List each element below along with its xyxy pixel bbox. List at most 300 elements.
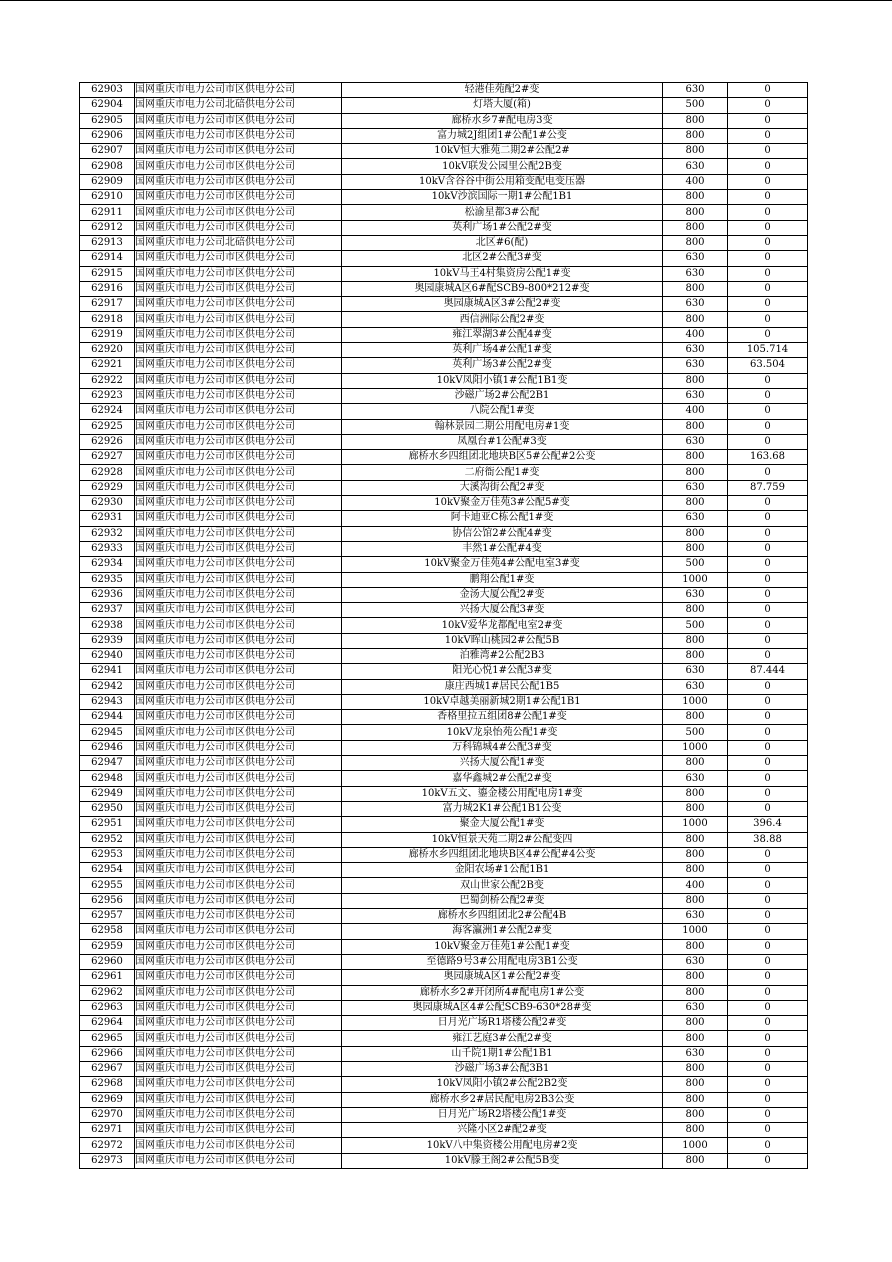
company-cell: 国网重庆市电力公司市区供电分公司 xyxy=(135,664,342,679)
record-id-cell: 62934 xyxy=(80,557,135,572)
capacity-cell: 800 xyxy=(663,1153,728,1168)
transformer-name-cell: 10kV凤阳小镇2#公配2B2变 xyxy=(342,1077,663,1092)
company-cell: 国网重庆市电力公司市区供电分公司 xyxy=(135,388,342,403)
record-id-cell: 62943 xyxy=(80,694,135,709)
value-cell: 0 xyxy=(728,526,808,541)
value-cell: 0 xyxy=(728,1016,808,1031)
capacity-cell: 800 xyxy=(663,863,728,878)
value-cell: 0 xyxy=(728,266,808,281)
record-id-cell: 62919 xyxy=(80,327,135,342)
table-row xyxy=(80,174,808,189)
company-cell: 国网重庆市电力公司市区供电分公司 xyxy=(135,710,342,725)
company-cell: 国网重庆市电力公司市区供电分公司 xyxy=(135,450,342,465)
table-row xyxy=(80,128,808,143)
capacity-cell: 800 xyxy=(663,893,728,908)
record-id-cell: 62927 xyxy=(80,450,135,465)
transformer-name-cell: 海客瀛洲1#公配2#变 xyxy=(342,924,663,939)
capacity-cell: 500 xyxy=(663,557,728,572)
value-cell: 0 xyxy=(728,587,808,602)
record-id-cell: 62960 xyxy=(80,954,135,969)
transformer-name-cell: 万科锦城4#公配3#变 xyxy=(342,740,663,755)
capacity-cell: 400 xyxy=(663,174,728,189)
value-cell: 0 xyxy=(728,373,808,388)
table-row xyxy=(80,648,808,663)
table-row xyxy=(80,863,808,878)
record-id-cell: 62965 xyxy=(80,1031,135,1046)
record-id-cell: 62968 xyxy=(80,1077,135,1092)
company-cell: 国网重庆市电力公司市区供电分公司 xyxy=(135,343,342,358)
transformer-name-cell: 二府衙公配1#变 xyxy=(342,465,663,480)
company-cell: 国网重庆市电力公司市区供电分公司 xyxy=(135,541,342,556)
company-cell: 国网重庆市电力公司市区供电分公司 xyxy=(135,832,342,847)
table-row xyxy=(80,266,808,281)
table-row xyxy=(80,1107,808,1122)
capacity-cell: 800 xyxy=(663,113,728,128)
transformer-name-cell: 凤凰台#1公配#3变 xyxy=(342,434,663,449)
record-id-cell: 62952 xyxy=(80,832,135,847)
transformer-name-cell: 富力城2K1#公配1B1公变 xyxy=(342,801,663,816)
transformer-name-cell: 金汤大厦公配2#变 xyxy=(342,587,663,602)
company-cell: 国网重庆市电力公司市区供电分公司 xyxy=(135,480,342,495)
table-row xyxy=(80,113,808,128)
value-cell: 38.88 xyxy=(728,832,808,847)
record-id-cell: 62932 xyxy=(80,526,135,541)
value-cell: 0 xyxy=(728,235,808,250)
capacity-cell: 800 xyxy=(663,373,728,388)
transformer-name-cell: 香格里拉五组团8#公配1#变 xyxy=(342,710,663,725)
value-cell: 0 xyxy=(728,496,808,511)
transformer-name-cell: 沙磁广场3#公配3B1 xyxy=(342,1062,663,1077)
table-row xyxy=(80,878,808,893)
capacity-cell: 800 xyxy=(663,541,728,556)
company-cell: 国网重庆市电力公司市区供电分公司 xyxy=(135,801,342,816)
company-cell: 国网重庆市电力公司市区供电分公司 xyxy=(135,679,342,694)
page-top-border xyxy=(0,0,892,1)
company-cell: 国网重庆市电力公司市区供电分公司 xyxy=(135,281,342,296)
capacity-cell: 1000 xyxy=(663,740,728,755)
capacity-cell: 800 xyxy=(663,1107,728,1122)
record-id-cell: 62946 xyxy=(80,740,135,755)
company-cell: 国网重庆市电力公司市区供电分公司 xyxy=(135,1153,342,1168)
value-cell: 0 xyxy=(728,1031,808,1046)
value-cell: 0 xyxy=(728,786,808,801)
record-id-cell: 62949 xyxy=(80,786,135,801)
capacity-cell: 630 xyxy=(663,297,728,312)
company-cell: 国网重庆市电力公司市区供电分公司 xyxy=(135,1062,342,1077)
company-cell: 国网重庆市电力公司市区供电分公司 xyxy=(135,190,342,205)
record-id-cell: 62905 xyxy=(80,113,135,128)
table-row xyxy=(80,1153,808,1168)
value-cell: 0 xyxy=(728,756,808,771)
company-cell: 国网重庆市电力公司市区供电分公司 xyxy=(135,404,342,419)
transformer-name-cell: 富力城2J组团1#公配1#公变 xyxy=(342,128,663,143)
company-cell: 国网重庆市电力公司市区供电分公司 xyxy=(135,878,342,893)
table-row xyxy=(80,480,808,495)
record-id-cell: 62951 xyxy=(80,817,135,832)
value-cell: 0 xyxy=(728,159,808,174)
capacity-cell: 800 xyxy=(663,526,728,541)
record-id-cell: 62918 xyxy=(80,312,135,327)
transformer-name-cell: 协信公馆2#公配4#变 xyxy=(342,526,663,541)
table-row xyxy=(80,847,808,862)
capacity-cell: 630 xyxy=(663,511,728,526)
value-cell: 0 xyxy=(728,312,808,327)
record-id-cell: 62956 xyxy=(80,893,135,908)
capacity-cell: 1000 xyxy=(663,817,728,832)
transformer-name-cell: 阳光心悦1#公配3#变 xyxy=(342,664,663,679)
transformer-name-cell: 奥园康城A区1#公配2#变 xyxy=(342,970,663,985)
record-id-cell: 62930 xyxy=(80,496,135,511)
value-cell: 0 xyxy=(728,174,808,189)
value-cell: 0 xyxy=(728,388,808,403)
record-id-cell: 62945 xyxy=(80,725,135,740)
company-cell: 国网重庆市电力公司市区供电分公司 xyxy=(135,603,342,618)
record-id-cell: 62910 xyxy=(80,190,135,205)
capacity-cell: 800 xyxy=(663,648,728,663)
capacity-cell: 630 xyxy=(663,909,728,924)
record-id-cell: 62936 xyxy=(80,587,135,602)
capacity-cell: 630 xyxy=(663,343,728,358)
transformer-name-cell: 兴扬大厦公配3#变 xyxy=(342,603,663,618)
value-cell: 0 xyxy=(728,893,808,908)
record-id-cell: 62914 xyxy=(80,251,135,266)
capacity-cell: 800 xyxy=(663,496,728,511)
table-row xyxy=(80,572,808,587)
transformer-name-cell: 10kV恒景天苑二期2#公配变四 xyxy=(342,832,663,847)
table-row xyxy=(80,801,808,816)
transformer-name-cell: 英利广场1#公配2#变 xyxy=(342,220,663,235)
value-cell: 0 xyxy=(728,954,808,969)
transformer-name-cell: 英利广场3#公配2#变 xyxy=(342,358,663,373)
transformer-name-cell: 松渝星都3#公配 xyxy=(342,205,663,220)
transformer-name-cell: 10kV沙滨国际一期1#公配1B1 xyxy=(342,190,663,205)
table-row xyxy=(80,832,808,847)
transformer-name-cell: 双山世家公配2B变 xyxy=(342,878,663,893)
company-cell: 国网重庆市电力公司市区供电分公司 xyxy=(135,863,342,878)
company-cell: 国网重庆市电力公司市区供电分公司 xyxy=(135,83,342,98)
record-id-cell: 62903 xyxy=(80,83,135,98)
table-row xyxy=(80,98,808,113)
record-id-cell: 62971 xyxy=(80,1123,135,1138)
capacity-cell: 630 xyxy=(663,83,728,98)
record-id-cell: 62923 xyxy=(80,388,135,403)
capacity-cell: 800 xyxy=(663,312,728,327)
value-cell: 0 xyxy=(728,924,808,939)
record-id-cell: 62969 xyxy=(80,1092,135,1107)
transformer-name-cell: 廊桥水乡2#居民配电房2B3公变 xyxy=(342,1092,663,1107)
value-cell: 0 xyxy=(728,281,808,296)
table-row xyxy=(80,220,808,235)
value-cell: 0 xyxy=(728,740,808,755)
value-cell: 396.4 xyxy=(728,817,808,832)
transformer-name-cell: 阿卡迪亚C栋公配1#变 xyxy=(342,511,663,526)
table-row xyxy=(80,817,808,832)
table-row xyxy=(80,511,808,526)
value-cell: 0 xyxy=(728,404,808,419)
record-id-cell: 62933 xyxy=(80,541,135,556)
table-row xyxy=(80,159,808,174)
record-id-cell: 62912 xyxy=(80,220,135,235)
table-row xyxy=(80,1138,808,1153)
transformer-name-cell: 廊桥水乡7#配电房3变 xyxy=(342,113,663,128)
record-id-cell: 62911 xyxy=(80,205,135,220)
value-cell: 0 xyxy=(728,1062,808,1077)
value-cell: 105.714 xyxy=(728,343,808,358)
company-cell: 国网重庆市电力公司市区供电分公司 xyxy=(135,954,342,969)
company-cell: 国网重庆市电力公司市区供电分公司 xyxy=(135,572,342,587)
transformer-name-cell: 10kV爱华龙都配电室2#变 xyxy=(342,618,663,633)
value-cell: 0 xyxy=(728,1107,808,1122)
company-cell: 国网重庆市电力公司市区供电分公司 xyxy=(135,909,342,924)
capacity-cell: 800 xyxy=(663,281,728,296)
company-cell: 国网重庆市电力公司市区供电分公司 xyxy=(135,694,342,709)
capacity-cell: 630 xyxy=(663,388,728,403)
table-row xyxy=(80,541,808,556)
value-cell: 0 xyxy=(728,878,808,893)
company-cell: 国网重庆市电力公司市区供电分公司 xyxy=(135,1077,342,1092)
table-row xyxy=(80,434,808,449)
capacity-cell: 800 xyxy=(663,847,728,862)
value-cell: 0 xyxy=(728,939,808,954)
table-row xyxy=(80,1092,808,1107)
record-id-cell: 62929 xyxy=(80,480,135,495)
table-row xyxy=(80,1062,808,1077)
table-row xyxy=(80,205,808,220)
value-cell: 0 xyxy=(728,572,808,587)
capacity-cell: 400 xyxy=(663,327,728,342)
record-id-cell: 62908 xyxy=(80,159,135,174)
company-cell: 国网重庆市电力公司市区供电分公司 xyxy=(135,1016,342,1031)
record-id-cell: 62925 xyxy=(80,419,135,434)
value-cell: 0 xyxy=(728,419,808,434)
value-cell: 0 xyxy=(728,511,808,526)
transformer-name-cell: 八院公配1#变 xyxy=(342,404,663,419)
capacity-cell: 500 xyxy=(663,98,728,113)
transformer-name-cell: 10kV恒大雅苑二期2#公配2# xyxy=(342,144,663,159)
capacity-cell: 800 xyxy=(663,801,728,816)
record-id-cell: 62953 xyxy=(80,847,135,862)
transformer-name-cell: 廊桥水乡四组团北地块B区4#公配#4公变 xyxy=(342,847,663,862)
record-id-cell: 62944 xyxy=(80,710,135,725)
record-id-cell: 62920 xyxy=(80,343,135,358)
company-cell: 国网重庆市电力公司市区供电分公司 xyxy=(135,159,342,174)
company-cell: 国网重庆市电力公司市区供电分公司 xyxy=(135,648,342,663)
transformer-name-cell: 康庄西城1#居民公配1B5 xyxy=(342,679,663,694)
record-id-cell: 62922 xyxy=(80,373,135,388)
transformer-name-cell: 轻港佳苑配2#变 xyxy=(342,83,663,98)
value-cell: 0 xyxy=(728,710,808,725)
transformer-name-cell: 10kV马王4村集资房公配1#变 xyxy=(342,266,663,281)
value-cell: 0 xyxy=(728,985,808,1000)
transformer-name-cell: 雍江翠湖3#公配4#变 xyxy=(342,327,663,342)
company-cell: 国网重庆市电力公司市区供电分公司 xyxy=(135,756,342,771)
company-cell: 国网重庆市电力公司市区供电分公司 xyxy=(135,1123,342,1138)
capacity-cell: 630 xyxy=(663,434,728,449)
transformer-name-cell: 奥园康城A区6#配SCB9-800*212#变 xyxy=(342,281,663,296)
transformer-name-cell: 廊桥水乡四组团北2#公配4B xyxy=(342,909,663,924)
record-id-cell: 62917 xyxy=(80,297,135,312)
capacity-cell: 630 xyxy=(663,954,728,969)
value-cell: 63.504 xyxy=(728,358,808,373)
table-row xyxy=(80,725,808,740)
table-row xyxy=(80,786,808,801)
value-cell: 0 xyxy=(728,694,808,709)
table-row xyxy=(80,388,808,403)
transformer-name-cell: 日月光广场R1塔楼公配2#变 xyxy=(342,1016,663,1031)
table-row xyxy=(80,1031,808,1046)
table-row xyxy=(80,909,808,924)
company-cell: 国网重庆市电力公司市区供电分公司 xyxy=(135,1092,342,1107)
company-cell: 国网重庆市电力公司市区供电分公司 xyxy=(135,174,342,189)
company-cell: 国网重庆市电力公司市区供电分公司 xyxy=(135,618,342,633)
table-row xyxy=(80,633,808,648)
value-cell: 0 xyxy=(728,557,808,572)
record-id-cell: 62938 xyxy=(80,618,135,633)
capacity-cell: 1000 xyxy=(663,1138,728,1153)
transformer-name-cell: 10kV凤阳小镇1#公配1B1变 xyxy=(342,373,663,388)
value-cell: 0 xyxy=(728,128,808,143)
table-row xyxy=(80,587,808,602)
transformer-name-cell: 巴蜀剑桥公配2#变 xyxy=(342,893,663,908)
value-cell: 0 xyxy=(728,618,808,633)
record-id-cell: 62954 xyxy=(80,863,135,878)
record-id-cell: 62947 xyxy=(80,756,135,771)
company-cell: 国网重庆市电力公司市区供电分公司 xyxy=(135,297,342,312)
transformer-name-cell: 10kV晖山桃园2#公配5B xyxy=(342,633,663,648)
company-cell: 国网重庆市电力公司市区供电分公司 xyxy=(135,924,342,939)
capacity-cell: 800 xyxy=(663,144,728,159)
record-id-cell: 62926 xyxy=(80,434,135,449)
value-cell: 0 xyxy=(728,98,808,113)
capacity-cell: 630 xyxy=(663,587,728,602)
company-cell: 国网重庆市电力公司市区供电分公司 xyxy=(135,1138,342,1153)
value-cell: 0 xyxy=(728,434,808,449)
capacity-cell: 800 xyxy=(663,786,728,801)
record-id-cell: 62972 xyxy=(80,1138,135,1153)
transformer-name-cell: 10kV含谷谷中街公用箱变配电变压器 xyxy=(342,174,663,189)
transformer-name-cell: 10kV聚金万佳苑3#公配5#变 xyxy=(342,496,663,511)
table-row xyxy=(80,694,808,709)
value-cell: 0 xyxy=(728,863,808,878)
value-cell: 0 xyxy=(728,970,808,985)
company-cell: 国网重庆市电力公司市区供电分公司 xyxy=(135,496,342,511)
table-row xyxy=(80,1016,808,1031)
company-cell: 国网重庆市电力公司市区供电分公司 xyxy=(135,970,342,985)
record-id-cell: 62961 xyxy=(80,970,135,985)
transformer-name-cell: 兴隆小区2#配2#变 xyxy=(342,1123,663,1138)
table-row xyxy=(80,465,808,480)
company-cell: 国网重庆市电力公司市区供电分公司 xyxy=(135,327,342,342)
record-id-cell: 62967 xyxy=(80,1062,135,1077)
value-cell: 87.759 xyxy=(728,480,808,495)
capacity-cell: 800 xyxy=(663,205,728,220)
transformer-name-cell: 英利广场4#公配1#变 xyxy=(342,343,663,358)
value-cell: 0 xyxy=(728,1123,808,1138)
table-row xyxy=(80,144,808,159)
capacity-cell: 630 xyxy=(663,1046,728,1061)
transformer-name-cell: 北区2#公配3#变 xyxy=(342,251,663,266)
table-row xyxy=(80,664,808,679)
table-row xyxy=(80,924,808,939)
value-cell: 0 xyxy=(728,648,808,663)
capacity-cell: 800 xyxy=(663,970,728,985)
capacity-cell: 400 xyxy=(663,404,728,419)
transformer-name-cell: 10kV卓越美丽新城2期1#公配1B1 xyxy=(342,694,663,709)
company-cell: 国网重庆市电力公司市区供电分公司 xyxy=(135,128,342,143)
transformer-name-cell: 廊桥水乡四组团北地块B区5#公配#2公变 xyxy=(342,450,663,465)
transformer-name-cell: 廊桥水乡2#开闭所4#配电房1#公变 xyxy=(342,985,663,1000)
transformer-name-cell: 鹏翔公配1#变 xyxy=(342,572,663,587)
transformer-name-cell: 泊雅湾#2公配2B3 xyxy=(342,648,663,663)
value-cell: 0 xyxy=(728,1077,808,1092)
record-id-cell: 62907 xyxy=(80,144,135,159)
transformer-name-cell: 沙磁广场2#公配2B1 xyxy=(342,388,663,403)
record-id-cell: 62959 xyxy=(80,939,135,954)
value-cell: 0 xyxy=(728,1153,808,1168)
company-cell: 国网重庆市电力公司市区供电分公司 xyxy=(135,893,342,908)
record-id-cell: 62904 xyxy=(80,98,135,113)
value-cell: 0 xyxy=(728,83,808,98)
capacity-cell: 800 xyxy=(663,128,728,143)
transformer-name-cell: 翰林景园二期公用配电房#1变 xyxy=(342,419,663,434)
capacity-cell: 1000 xyxy=(663,694,728,709)
table-row xyxy=(80,710,808,725)
value-cell: 0 xyxy=(728,1138,808,1153)
table-row xyxy=(80,1000,808,1015)
capacity-cell: 630 xyxy=(663,251,728,266)
company-cell: 国网重庆市电力公司市区供电分公司 xyxy=(135,113,342,128)
record-id-cell: 62964 xyxy=(80,1016,135,1031)
capacity-cell: 800 xyxy=(663,465,728,480)
table-row xyxy=(80,190,808,205)
company-cell: 国网重庆市电力公司市区供电分公司 xyxy=(135,847,342,862)
capacity-cell: 800 xyxy=(663,220,728,235)
transformer-name-cell: 西信洲际公配2#变 xyxy=(342,312,663,327)
company-cell: 国网重庆市电力公司市区供电分公司 xyxy=(135,633,342,648)
table-row xyxy=(80,954,808,969)
value-cell: 0 xyxy=(728,847,808,862)
record-id-cell: 62963 xyxy=(80,1000,135,1015)
capacity-cell: 800 xyxy=(663,450,728,465)
record-id-cell: 62939 xyxy=(80,633,135,648)
company-cell: 国网重庆市电力公司市区供电分公司 xyxy=(135,434,342,449)
transformer-name-cell: 兴扬大厦公配1#变 xyxy=(342,756,663,771)
table-row xyxy=(80,1077,808,1092)
record-id-cell: 62948 xyxy=(80,771,135,786)
table-row xyxy=(80,251,808,266)
table-row xyxy=(80,679,808,694)
transformer-name-cell: 灯塔大厦(箱) xyxy=(342,98,663,113)
capacity-cell: 800 xyxy=(663,710,728,725)
company-cell: 国网重庆市电力公司市区供电分公司 xyxy=(135,587,342,602)
company-cell: 国网重庆市电力公司市区供电分公司 xyxy=(135,251,342,266)
value-cell: 0 xyxy=(728,327,808,342)
capacity-cell: 630 xyxy=(663,358,728,373)
company-cell: 国网重庆市电力公司市区供电分公司 xyxy=(135,358,342,373)
table-row xyxy=(80,1046,808,1061)
table-row xyxy=(80,740,808,755)
transformer-name-cell: 北区#6(配) xyxy=(342,235,663,250)
transformer-name-cell: 聚金大厦公配1#变 xyxy=(342,817,663,832)
value-cell: 0 xyxy=(728,801,808,816)
table-row xyxy=(80,939,808,954)
company-cell: 国网重庆市电力公司市区供电分公司 xyxy=(135,725,342,740)
record-id-cell: 62955 xyxy=(80,878,135,893)
record-id-cell: 62962 xyxy=(80,985,135,1000)
record-id-cell: 62909 xyxy=(80,174,135,189)
table-row xyxy=(80,526,808,541)
capacity-cell: 400 xyxy=(663,878,728,893)
